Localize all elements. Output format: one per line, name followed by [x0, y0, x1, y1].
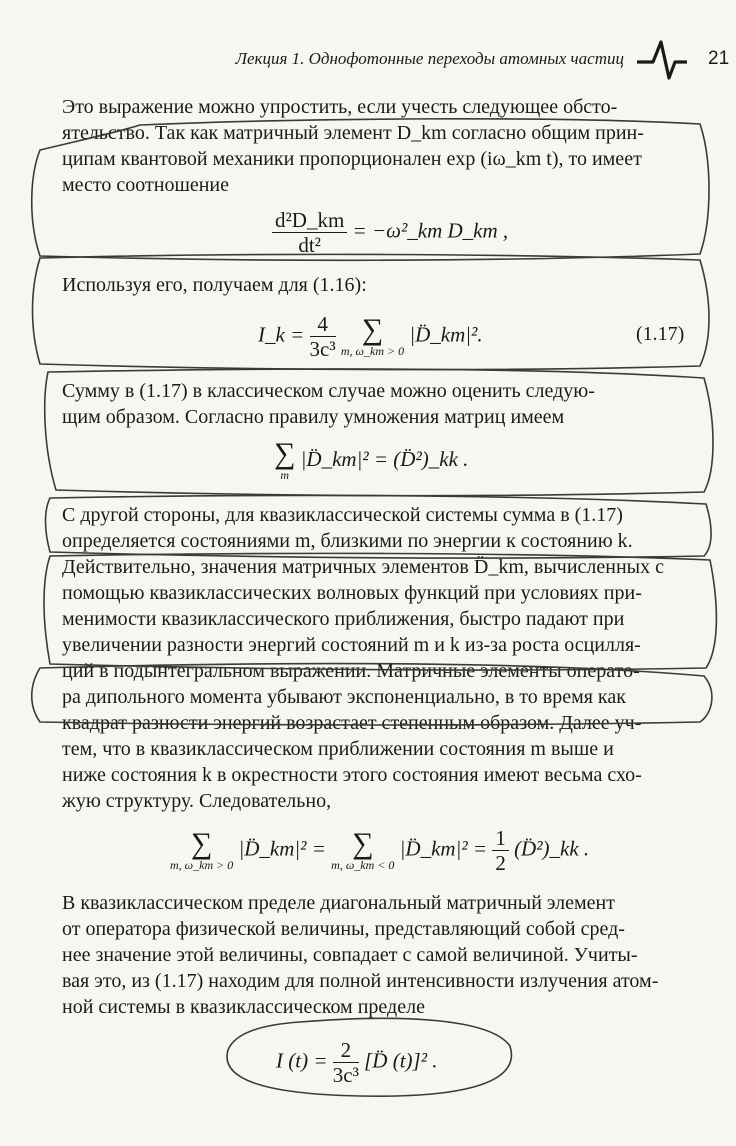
paragraph-1	[62, 94, 694, 198]
paragraph-5	[62, 890, 694, 1020]
paragraph-4	[62, 502, 694, 814]
running-header	[0, 40, 736, 80]
text-line: Это выражение можно упростить, если учесть следующее обсто-	[62, 96, 618, 118]
equation-matrix-sum	[274, 437, 469, 482]
text-line: щим образом. Согласно правилу умножения матриц имеем	[62, 406, 565, 428]
text-line: Сумму в (1.17) в классическом случае можно оценить следую-	[62, 380, 595, 402]
equation-symmetric-sums	[170, 826, 589, 875]
page-number: 21	[708, 48, 730, 69]
equation-second-derivative	[272, 208, 508, 257]
eq5-lhs: I (t) =	[276, 1048, 328, 1073]
text-line: Используя его, получаем для (1.16):	[62, 274, 367, 296]
text-line: В квазиклассическом пределе диагональный матричный элемент	[62, 892, 615, 914]
text-line: С другой стороны, для квазиклассической системы сумма в (1.17)	[62, 504, 623, 526]
sum-symbol: ∑ m, ω_km > 0	[170, 826, 234, 872]
equation-1-17	[258, 312, 483, 361]
eq5-denominator: 3c³	[332, 1063, 359, 1087]
text-line: ципам квантовой механики пропорционален exp (iω_km t), то имеет	[62, 148, 642, 170]
text-line: место соотношение	[62, 174, 230, 196]
paragraph-3	[62, 378, 694, 430]
text-line: ной системы в квазиклассическом пределе	[62, 996, 425, 1018]
eq4-summand2: |D̈_km|² =	[399, 836, 488, 861]
eq1-rhs: = −ω²_km D_km ,	[352, 218, 509, 243]
eq3-sum-limit: m	[280, 468, 290, 482]
eq2-lhs: I_k =	[258, 322, 305, 347]
text-line: от оператора физической величины, представляющий собой сред-	[62, 918, 625, 940]
eq5-tail: [D̈ (t)]² .	[364, 1048, 438, 1073]
text-line: тем, что в квазиклассическом приближении состояния m выше и	[62, 738, 614, 760]
sum-symbol: ∑ m	[274, 437, 296, 482]
eq2-numerator: 4	[310, 312, 336, 337]
text-line: ниже состояния k в окрестности этого состояния имеют весьма схо-	[62, 764, 642, 786]
eq5-numerator: 2	[333, 1038, 359, 1063]
text-line: нее значение этой величины, совпадает с самой величиной. Учиты-	[62, 944, 638, 966]
eq2-sum-limit: m, ω_km > 0	[340, 343, 405, 358]
text-line: вая это, из (1.17) находим для полной интенсивности излучения атом-	[62, 970, 659, 992]
text-line: менимости квазиклассического приближения, быстро падают при	[62, 608, 625, 630]
text-line: определяется состояниями m, близкими по энергии к состоянию k.	[62, 530, 633, 552]
sum-symbol: ∑ m, ω_km > 0	[340, 312, 405, 358]
sum-symbol: ∑ m, ω_km < 0	[331, 826, 395, 872]
equation-number: (1.17)	[636, 323, 685, 345]
text-line: ра дипольного момента убывают экспоненциально, в то время как	[62, 686, 626, 708]
text-line: ций в подынтегральном выражении. Матричные элементы операто-	[62, 660, 640, 682]
text-line: жую структуру. Следовательно,	[62, 790, 332, 812]
eq4-tail: (D̈²)_kk .	[514, 836, 590, 861]
eq1-denominator: dt²	[298, 233, 321, 257]
pulse-logo-icon	[635, 40, 697, 80]
eq4-numerator: 1	[492, 826, 509, 851]
eq4-summand1: |D̈_km|² =	[238, 836, 326, 861]
equation-total-intensity	[276, 1038, 438, 1087]
text-line: помощью квазиклассических волновых функций при условиях при-	[62, 582, 642, 604]
running-title: Лекция 1. Однофотонные переходы атомных частиц	[235, 49, 624, 68]
eq2-summand: |D̈_km|².	[409, 322, 483, 347]
eq4-sum1-limit: m, ω_km > 0	[170, 857, 234, 872]
eq1-numerator: d²D_km	[272, 208, 347, 233]
eq4-sum2-limit: m, ω_km < 0	[331, 857, 395, 872]
eq3-summand: |D̈_km|² = (D̈²)_kk .	[300, 446, 469, 471]
text-line: квадрат разности энергий возрастает степенным образом. Далее уч-	[62, 712, 642, 734]
eq2-denominator: 3c³	[309, 337, 336, 361]
text-line: ятельство. Так как матричный элемент D_km согласно общим прин-	[62, 122, 644, 144]
eq4-denominator: 2	[495, 851, 506, 875]
text-line: увеличении разности энергий состояний m и k из-за роста осцилля-	[62, 634, 641, 656]
text-line: Действительно, значения матричных элементов D̈_km, вычисленных с	[62, 556, 664, 578]
paragraph-2	[62, 272, 694, 298]
